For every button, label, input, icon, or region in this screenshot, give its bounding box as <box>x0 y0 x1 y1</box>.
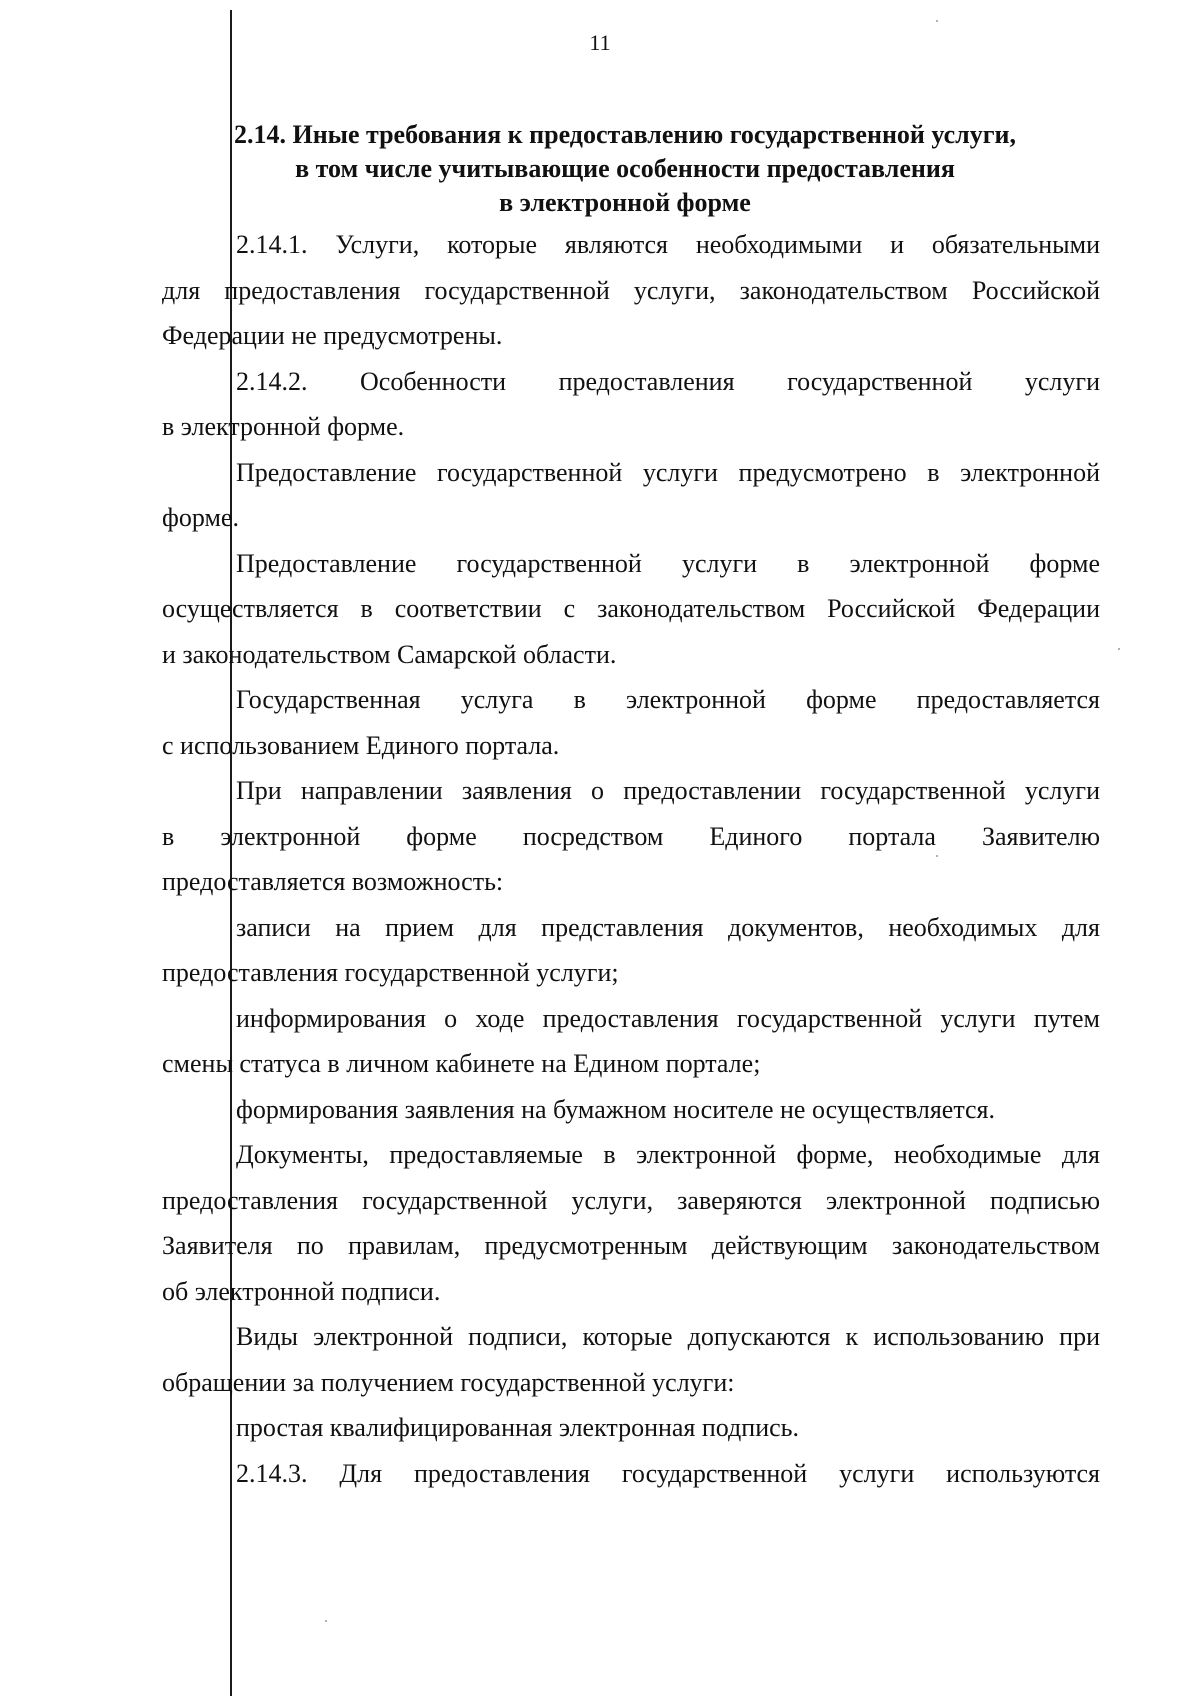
paragraph-line: информирования о ходе предоставления государственной услуги путем <box>236 1003 1100 1033</box>
paragraph <box>162 996 1100 1087</box>
paragraph-line: Виды электронной подписи, которые допускаются к использованию при <box>236 1322 1100 1351</box>
document-body <box>162 222 1100 1496</box>
paragraph-line: Предоставление государственной услуги предусмотрено в электронной <box>236 457 1100 487</box>
paragraph <box>162 359 1100 450</box>
paragraph-line: в электронной форме посредством Единого портала Заявителю <box>162 821 1100 851</box>
paragraph-line: для предоставления государственной услуги, законодательством Российской <box>162 275 1100 305</box>
paragraph-line: Федерации не предусмотрены. <box>162 321 503 350</box>
paragraph-line: предоставляется возможность: <box>162 867 504 896</box>
paragraph <box>162 768 1100 905</box>
paragraph <box>162 450 1100 541</box>
section-heading-line: в электронной форме <box>499 188 751 217</box>
paragraph <box>162 1087 1100 1133</box>
paragraph-line: предоставления государственной услуги; <box>162 958 619 987</box>
paragraph-line: 2.14.3. Для предоставления государственной услуги используются <box>236 1458 1100 1488</box>
paragraph <box>162 1405 1100 1451</box>
section-heading-line: в том числе учитывающие особенности предоставления <box>295 154 955 183</box>
paragraph-line: с использованием Единого портала. <box>162 730 560 760</box>
scan-speck <box>936 20 938 22</box>
page-number: 11 <box>589 30 611 55</box>
paragraph-line: При направлении заявления о предоставлении государственной услуги <box>236 776 1100 805</box>
paragraph <box>162 222 1100 359</box>
scan-speck <box>325 1620 327 1622</box>
paragraph-line: Заявителя по правилам, предусмотренным действующим законодательством <box>162 1231 1100 1260</box>
paragraph <box>162 905 1100 996</box>
paragraph <box>162 541 1100 678</box>
paragraph-line: формирования заявления на бумажном носителе не осуществляется. <box>236 1094 996 1124</box>
scan-speck <box>1118 648 1120 650</box>
paragraph-line: и законодательством Самарской области. <box>162 639 617 669</box>
paragraph-line: обращении за получением государственной услуги: <box>162 1367 735 1397</box>
paragraph <box>162 677 1100 768</box>
paragraph-line: 2.14.2. Особенности предоставления государственной услуги <box>236 366 1100 396</box>
paragraph <box>162 1132 1100 1314</box>
section-heading-line: 2.14. Иные требования к предоставлению государственной услуги, <box>233 120 1017 149</box>
paragraph <box>162 1451 1100 1497</box>
paragraph <box>162 1314 1100 1405</box>
scan-speck <box>936 855 938 857</box>
paragraph-line: Государственная услуга в электронной форме предоставляется <box>236 685 1100 714</box>
section-heading <box>150 118 1100 220</box>
paragraph-line: простая квалифицированная электронная подпись. <box>236 1413 800 1442</box>
paragraph-line: 2.14.1. Услуги, которые являются необходимыми и обязательными <box>236 230 1100 259</box>
paragraph-line: записи на прием для представления документов, необходимых для <box>236 912 1100 942</box>
paragraph-line: форме. <box>162 503 239 532</box>
paragraph-line: об электронной подписи. <box>162 1276 441 1306</box>
paragraph-line: осуществляется в соответствии с законодательством Российской Федерации <box>162 594 1100 623</box>
paragraph-line: Предоставление государственной услуги в электронной форме <box>236 548 1100 578</box>
paragraph-line: Документы, предоставляемые в электронной форме, необходимые для <box>236 1140 1100 1169</box>
paragraph-line: предоставления государственной услуги, заверяются электронной подписью <box>162 1185 1100 1215</box>
paragraph-line: смены статуса в личном кабинете на Едином портале; <box>162 1049 761 1078</box>
paragraph-line: в электронной форме. <box>162 412 405 441</box>
